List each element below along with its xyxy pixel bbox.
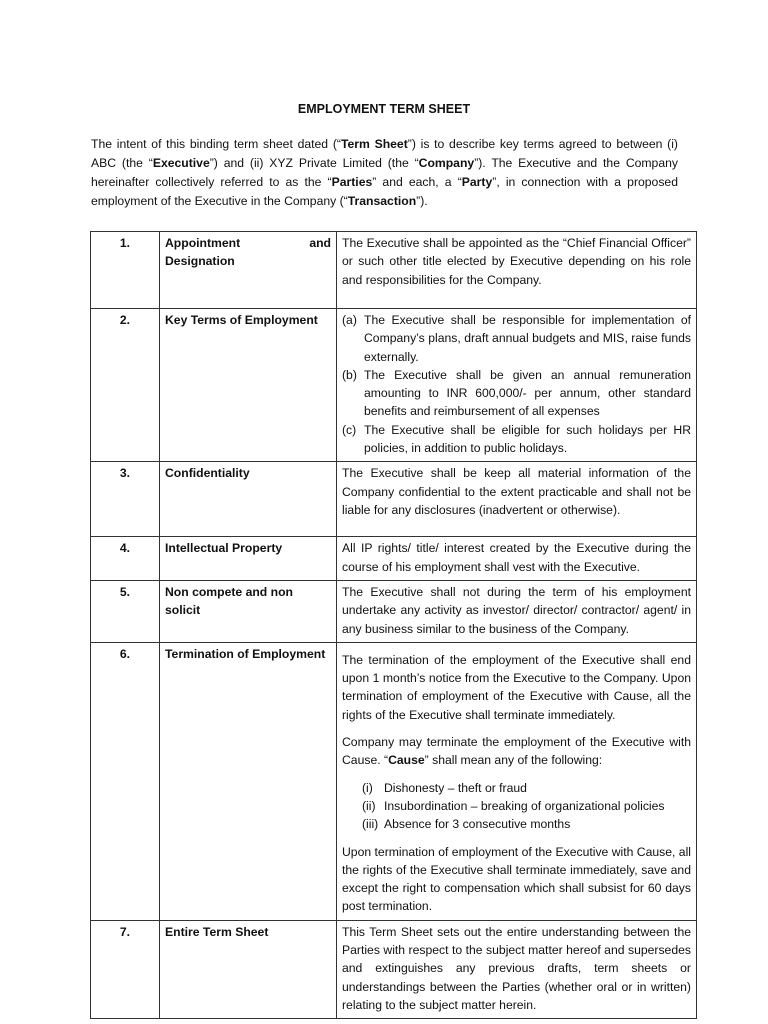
list-text: The Executive shall be responsible for implementation of Company’s plans, draft annual budgets and MIS, raise funds externally. [364,313,691,364]
table-row [91,232,697,309]
list-item [362,779,691,797]
page-title: EMPLOYMENT TERM SHEET [297,102,471,116]
list-label: (i) [362,780,373,795]
list-text: Insubordination – breaking of organizational policies [384,798,665,813]
clause-heading: Intellectual Property [160,537,337,581]
intro-text: ”, in connection with a proposed employment of the Executive in the Company (“ [91,175,678,208]
list-label: (c) [342,422,357,437]
defined-term: Cause [388,753,425,768]
clause-number: 3. [91,462,160,537]
terms-table [90,231,697,1019]
clause-heading: Entire Term Sheet [160,920,337,1018]
list-label: (b) [342,367,357,382]
clause-heading: Non compete and non solicit [160,580,337,642]
list-label: (iii) [362,817,379,832]
table-row [91,580,697,642]
clause-text: ” shall mean any of the following: [424,753,603,768]
clause-number: 1. [91,232,160,309]
defined-term: Executive [152,156,210,170]
defined-term: Term Sheet [340,137,408,151]
clause-paragraph: The termination of the employment of the Executive shall end upon 1 month’s notice from the Executive to the Company. Upon termination of employment of the Executive with Cause, all the rights of the Executive shall terminate immediately. [342,652,691,722]
table-row [91,462,697,537]
clause-heading [160,232,337,309]
defined-term: Party [461,175,493,189]
clause-number: 7. [91,920,160,1018]
list-text: The Executive shall be eligible for such holidays per HR policies, in addition to public holidays. [364,422,691,456]
clause-body [337,309,697,462]
clause-heading-word: Appointment [165,236,241,250]
clause-heading: Termination of Employment [160,642,337,920]
clause-text: Company may terminate the employment of the Executive with Cause. “ [342,735,691,768]
clause-body: This Term Sheet sets out the entire understanding between the Parties with respect to the subject matter hereof and supersedes and extinguishes any previous drafts, term sheets or understandings between the Parties (whether oral or in written) relating to the subject matter herein. [337,920,697,1018]
list-item [362,815,691,833]
intro-text: ” and each, a “ [372,175,462,189]
intro-text: ”) and (ii) XYZ Private Limited (the “ [209,156,419,170]
defined-term: Transaction [347,194,417,208]
table-row [91,642,697,920]
list-item [362,797,691,815]
table-row [91,537,697,581]
list-item [342,311,691,366]
list-text: The Executive shall be given an annual remuneration amounting to INR 600,000/- per annum, other standard benefits and reimbursement of all expenses [364,367,691,419]
clause-number: 5. [91,580,160,642]
list-text: Absence for 3 consecutive months [384,817,571,832]
table-row [91,920,697,1018]
clause-heading-word: and [309,236,331,250]
intro-paragraph [91,135,678,211]
defined-term: Parties [331,175,373,189]
cause-list [362,779,691,834]
list-label: (a) [342,313,357,327]
clause-paragraph [342,733,691,770]
clause-heading: Key Terms of Employment [160,309,337,462]
intro-text: ”). The Executive and the Company hereinafter collectively referred to as the “ [91,156,678,189]
clause-body: The Executive shall not during the term of his employment undertake any activity as investor/ director/ contractor/ agent/ in any business similar to the business of the Company. [337,580,697,642]
list-item [342,366,691,421]
clause-body: The Executive shall be appointed as the “Chief Financial Officer” or such other title elected by Executive depending on his role and responsibilities for the Company. [337,232,697,309]
list-text: Dishonesty – theft or fraud [384,780,527,795]
clause-heading: Confidentiality [160,462,337,537]
clause-body: All IP rights/ title/ interest created by the Executive during the course of his employment shall vest with the Executive. [337,537,697,581]
clause-number: 6. [91,642,160,920]
table-row [91,309,697,462]
clause-body: The Executive shall be keep all material information of the Company confidential to the extent practicable and shall not be liable for any disclosures (inadvertent or otherwise). [337,462,697,537]
list-item [342,421,691,458]
clause-paragraph: Upon termination of employment of the Executive with Cause, all the rights of the Executive shall terminate immediately, save and except the right to compensation which shall subsist for 60 days post termination. [342,844,691,914]
defined-term: Company [418,156,475,170]
list-label: (ii) [362,798,376,813]
clause-heading-word: Designation [165,254,235,269]
intro-text: The intent of this binding term sheet dated (“ [91,137,341,151]
intro-text: ”). [416,194,428,208]
clause-body [337,642,697,920]
clause-number: 2. [91,309,160,462]
intro-text: ”) is to describe key terms agreed to between (i) ABC (the “ [91,137,678,170]
clause-number: 4. [91,537,160,581]
